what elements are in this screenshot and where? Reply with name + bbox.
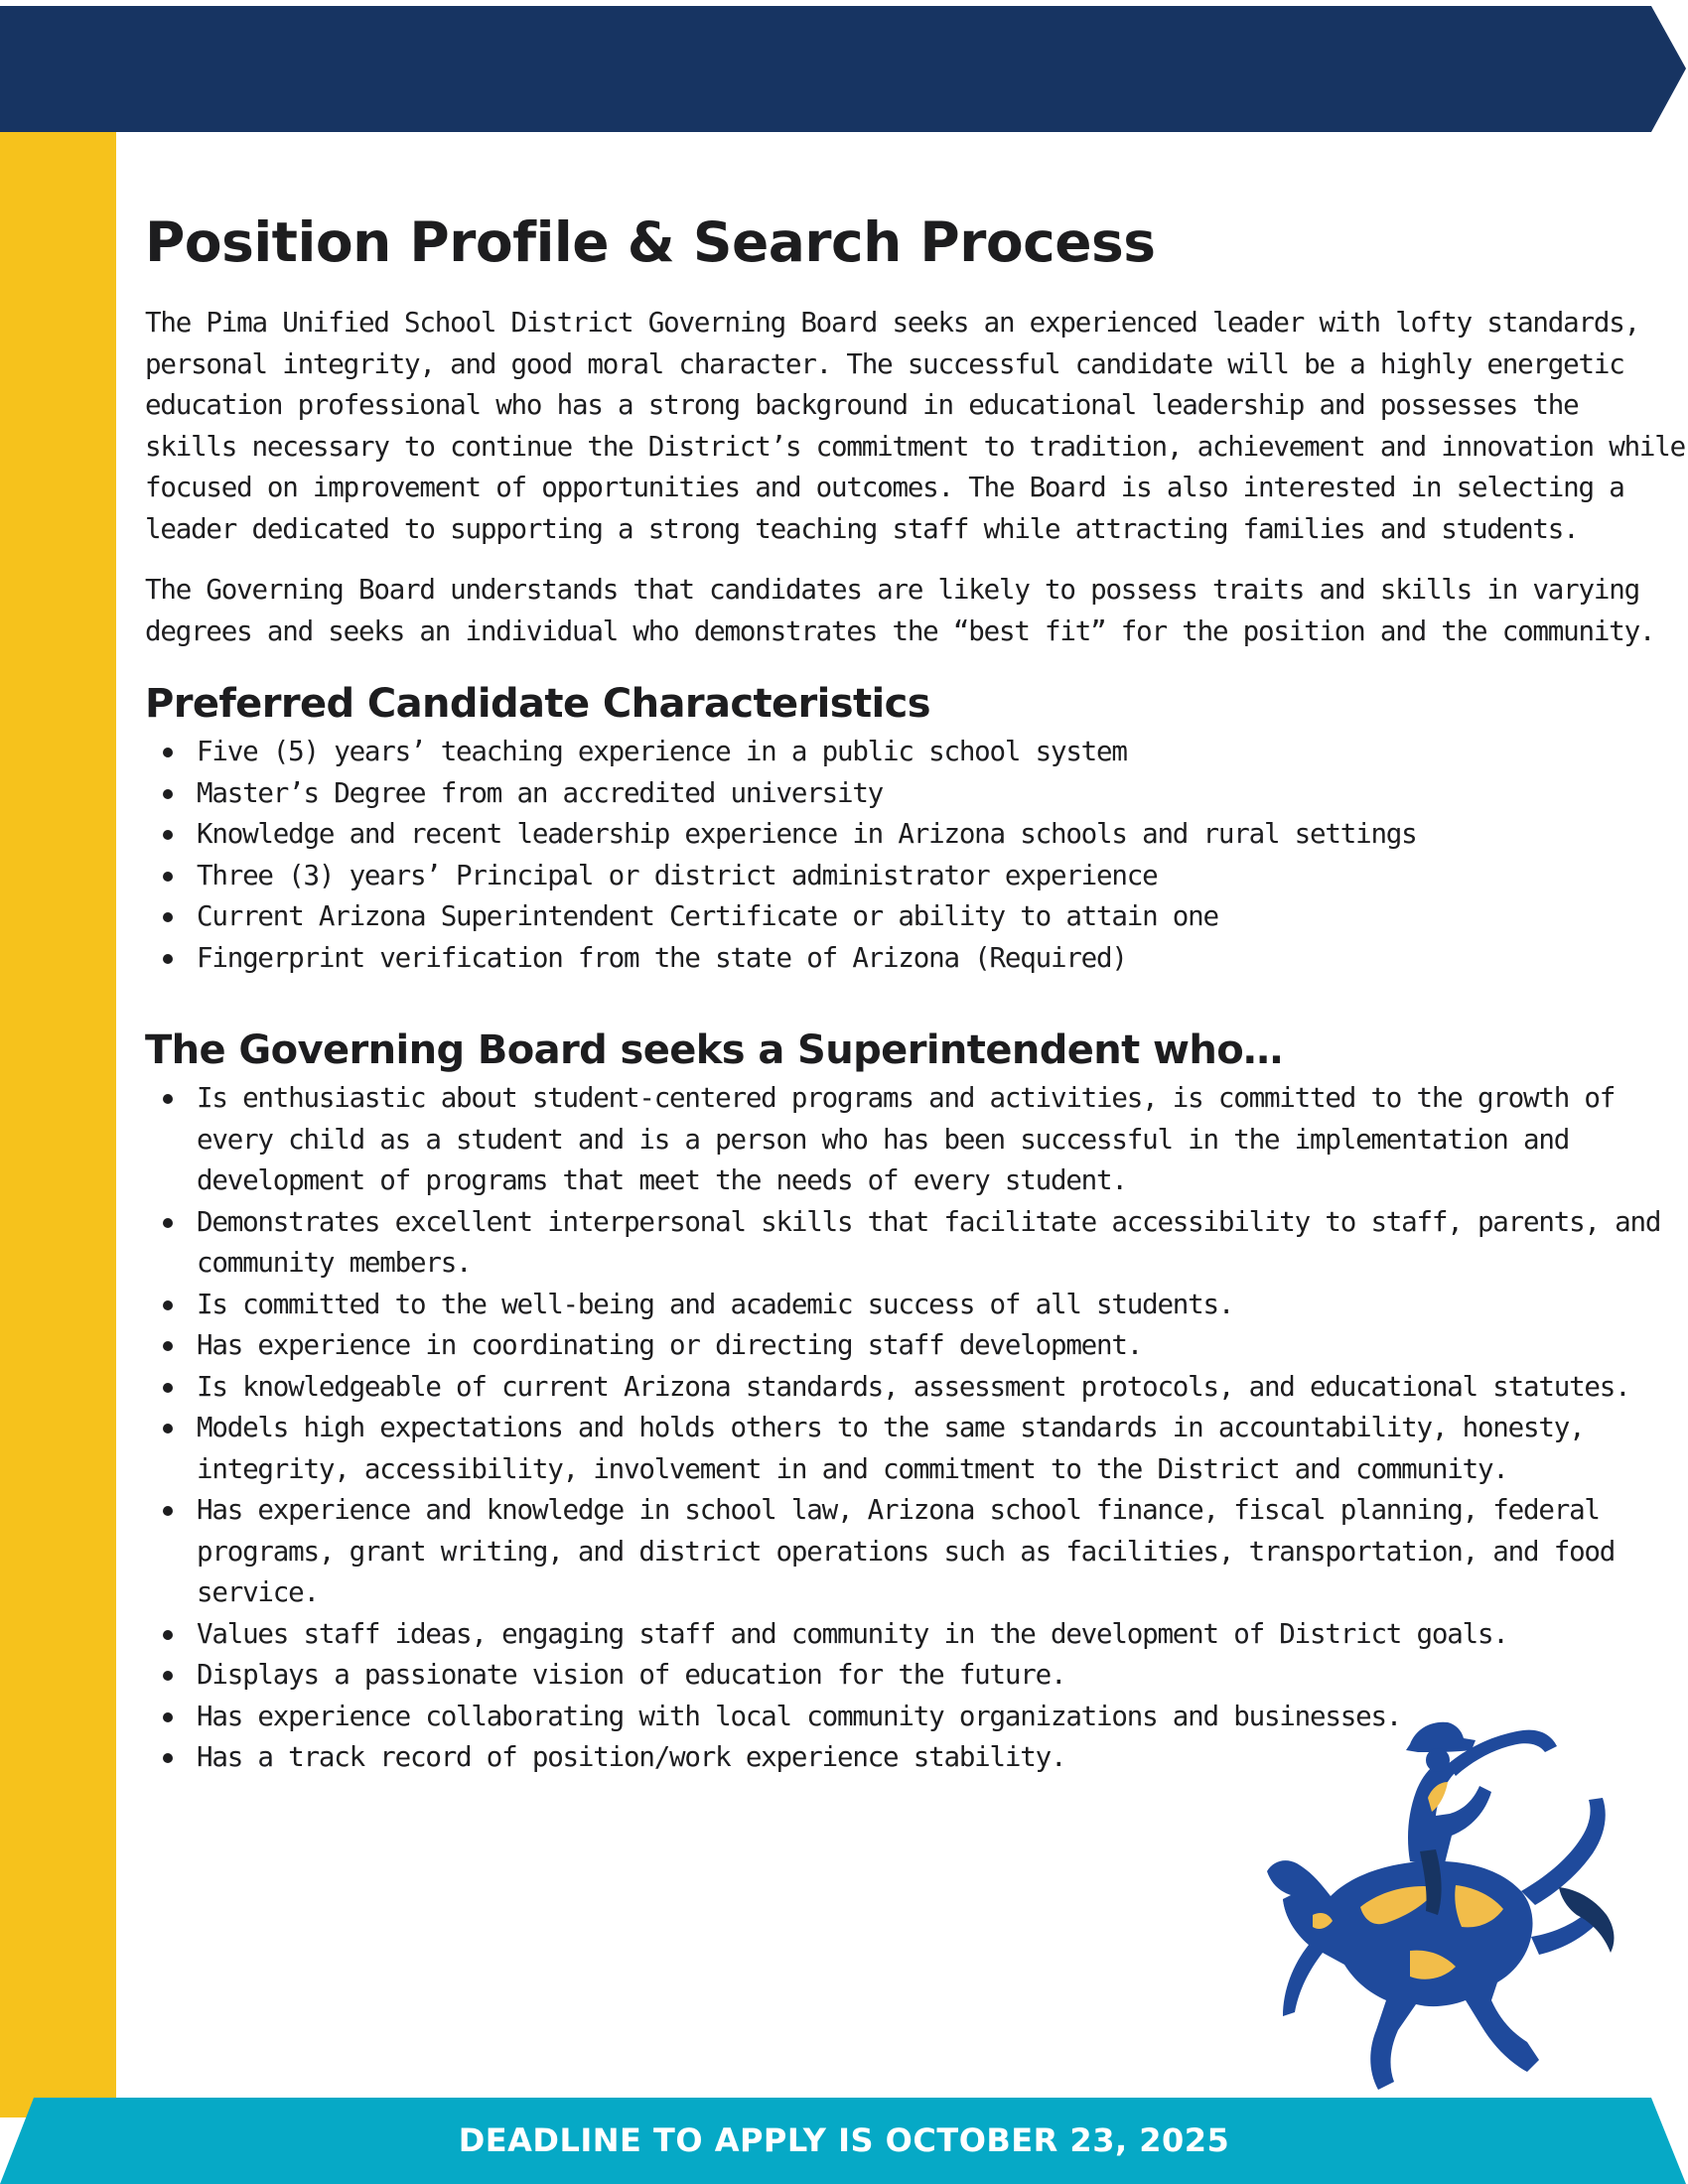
list-item xyxy=(145,773,1555,815)
list-item xyxy=(145,1367,1630,1409)
text-line: Values staff ideas, engaging staff and community in the development of District goals. xyxy=(197,1617,1508,1650)
text-line: programs, grant writing, and district operations such as facilities, transportation, and food xyxy=(197,1535,1616,1568)
text-line: development of programs that meet the needs of every student. xyxy=(197,1164,1127,1196)
text-line: Models high expectations and holds others to the same standards in accountability, honesty, xyxy=(197,1412,1585,1443)
seeks-list xyxy=(145,1078,1661,1779)
text-line: service. xyxy=(197,1576,319,1608)
list-item xyxy=(145,732,1555,773)
seeks-heading: The Governing Board seeks a Superintendent who… xyxy=(145,1027,1283,1073)
list-item xyxy=(145,1202,1661,1285)
intro-section xyxy=(145,303,1685,652)
header-banner xyxy=(0,6,1688,132)
text-line: Is committed to the well-being and academic success of all students. xyxy=(197,1288,1234,1320)
list-item xyxy=(145,1078,1616,1202)
text-line: Has experience and knowledge in school law, Arizona school finance, fiscal planning, federal xyxy=(197,1494,1600,1526)
header-arrow-shape xyxy=(0,6,1688,132)
text-line: community members. xyxy=(197,1247,472,1279)
list-item xyxy=(145,896,1555,938)
text-line: skills necessary to continue the District’s commitment to tradition, achievement and innovation while xyxy=(145,430,1685,463)
text-line: degrees and seeks an individual who demonstrates the “best fit” for the position and the community. xyxy=(145,614,1655,647)
bronco-rider-icon xyxy=(1261,1703,1618,2095)
text-line: Has a track record of position/work experience stability. xyxy=(197,1741,1066,1773)
text-line: The Governing Board understands that candidates are likely to possess traits and skills in varying xyxy=(145,574,1639,606)
list-item xyxy=(145,1614,1555,1656)
list-item xyxy=(145,938,1555,980)
text-line: education professional who has a strong background in educational leadership and possesses the xyxy=(145,389,1579,421)
text-line: Knowledge and recent leadership experience in Arizona schools and rural settings xyxy=(197,818,1417,850)
intro-paragraph xyxy=(145,570,1655,652)
text-line: Current Arizona Superintendent Certificate or ability to attain one xyxy=(197,900,1218,932)
text-line: The Pima Unified School District Governing Board seeks an experienced leader with lofty standards, xyxy=(145,307,1639,339)
text-line: Is knowledgeable of current Arizona standards, assessment protocols, and educational statutes. xyxy=(197,1370,1630,1403)
list-item xyxy=(145,856,1555,897)
bronco-illustration xyxy=(1261,1703,1618,2095)
text-line: Has experience collaborating with local community organizations and businesses. xyxy=(197,1700,1402,1732)
preferred-heading: Preferred Candidate Characteristics xyxy=(145,681,930,727)
text-line: Three (3) years’ Principal or district administrator experience xyxy=(197,859,1158,891)
text-line: personal integrity, and good moral character. The successful candidate will be a highly energetic xyxy=(145,347,1624,380)
list-item xyxy=(145,1655,1555,1697)
deadline-text: DEADLINE TO APPLY IS OCTOBER 23, 2025 xyxy=(458,2121,1230,2159)
intro-paragraph xyxy=(145,303,1685,550)
text-line: Demonstrates excellent interpersonal skills that facilitate accessibility to staff, parents, and xyxy=(197,1205,1661,1238)
text-line: Master’s Degree from an accredited university xyxy=(197,776,884,809)
text-line: integrity, accessibility, involvement in and commitment to the District and community. xyxy=(197,1452,1508,1485)
text-line: Fingerprint verification from the state of Arizona (Required) xyxy=(197,941,1127,974)
list-item xyxy=(145,1490,1616,1614)
list-item xyxy=(145,1285,1555,1326)
main-content xyxy=(145,204,1685,1779)
preferred-list xyxy=(145,732,1555,979)
list-item xyxy=(145,1408,1585,1490)
list-item xyxy=(145,814,1555,856)
list-item xyxy=(145,1325,1555,1367)
text-line: Five (5) years’ teaching experience in a public school system xyxy=(197,736,1127,767)
text-line: Is enthusiastic about student-centered programs and activities, is committed to the growth of xyxy=(197,1082,1616,1114)
page-title: Position Profile & Search Process xyxy=(145,210,1156,274)
side-stripe xyxy=(0,132,116,2117)
text-line: focused on improvement of opportunities and outcomes. The Board is also interested in selecting a xyxy=(145,472,1624,503)
text-line: Has experience in coordinating or directing staff development. xyxy=(197,1329,1143,1361)
text-line: leader dedicated to supporting a strong teaching staff while attracting families and students. xyxy=(145,512,1579,545)
text-line: Displays a passionate vision of education for the future. xyxy=(197,1659,1066,1691)
text-line: every child as a student and is a person who has been successful in the implementation and xyxy=(197,1123,1570,1156)
